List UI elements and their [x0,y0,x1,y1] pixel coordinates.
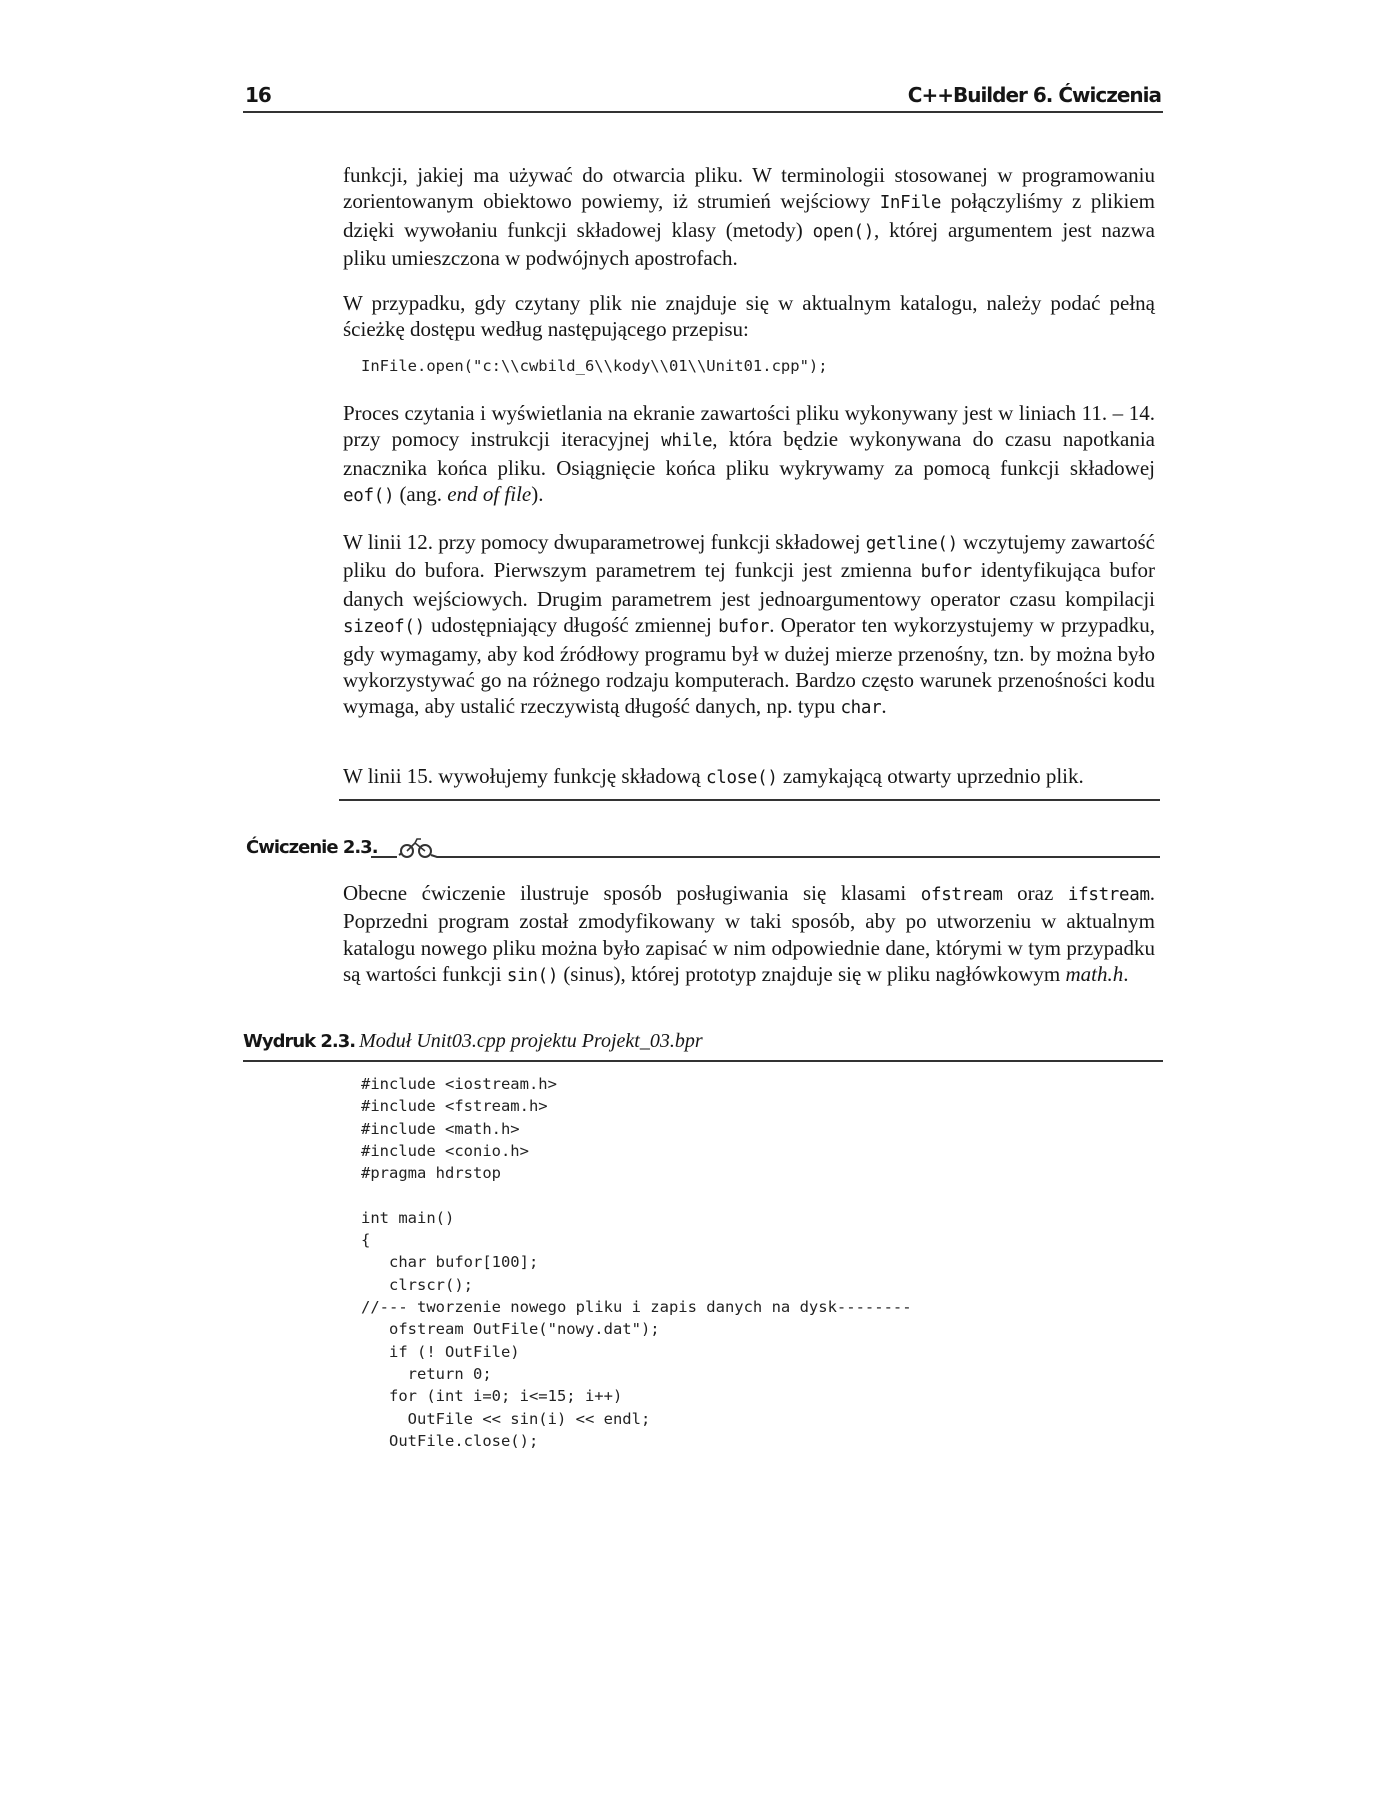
code-line: #include <math.h> [361,1119,520,1138]
code-line: #include <iostream.h> [361,1075,557,1093]
section-rule [339,799,1160,801]
running-title: C++Builder 6. Ćwiczenia [907,83,1161,107]
code-example: InFile.open("c:\\cwbild_6\\kody\\01\\Unit01.cpp"); [361,357,828,375]
paragraph-5: W linii 15. wywołujemy funkcję składową close() zamykającą otwarty uprzednio plik. [343,764,1084,788]
code-line: ofstream OutFile("nowy.dat"); [361,1320,660,1339]
code-line: { [361,1231,371,1250]
exercise-heading [246,833,1160,867]
code-line: if (! OutFile) [361,1342,520,1361]
paragraph-6: Obecne ćwiczenie ilustruje sposób posługiwania się klasami ofstream oraz ifstream. Poprzedni program został zmodyfikowany w taki sposób, aby po utworzeniu w aktualnym katalogu nowego pliku można było zapisać w nim odpowiednie dane, którymi w tym przypadku są wartości funkcji sin() (sinus), której prototyp znajduje się w pliku nagłówkowym math.h. [343,881,1155,987]
code-line: int main() [361,1208,455,1227]
paragraph-2: W przypadku, gdy czytany plik nie znajduje się w aktualnym katalogu, należy podać pełną ścieżkę dostępu według następującego przepisu: [343,291,1155,342]
page-number: 16 [245,83,271,107]
code-line: for (int i=0; i<=15; i++) [361,1387,623,1406]
code-line: //--- tworzenie nowego pliku i zapis danych na dysk-------- [361,1298,912,1316]
paragraph-1: funkcji, jakiej ma używać do otwarcia pliku. W terminologii stosowanej w programowaniu zorientowanym obiektowo powiemy, iż strumień wejściowy InFile połączyliśmy z plikiem dzięki wywołaniu funkcji składowej klasy (metody) open(), której argumentem jest nazwa pliku umieszczona w podwójnych apostrofach. [343,163,1156,271]
code-line: #pragma hdrstop [361,1164,501,1183]
listing-caption: Moduł Unit03.cpp projektu Projekt_03.bpr [359,1030,703,1052]
exercise-rule [471,856,1160,858]
paragraph-4: W linii 12. przy pomocy dwuparametrowej funkcji składowej getline() wczytujemy zawartość pliku do bufora. Pierwszym parametrem tej funkcji jest zmienna bufor identyfikująca bufor danych wejściowych. Drugim parametrem jest jednoargumentowy operator czasu kompilacji sizeof() udostępniający długość zmiennej bufor. Operator ten wykorzystujemy w przypadku, gdy wymagamy, aby kod źródłowy programu był w dużej mierze przenośny, tzn. by można było wykorzystywać go na różnego rodzaju komputerach. Bardzo często warunek przenośności kodu wymaga, aby ustalić rzeczywistą długość danych, np. typu char. [343,530,1155,719]
code-line: #include <fstream.h> [361,1097,548,1116]
paragraph-3: Proces czytania i wyświetlania na ekranie zawartości pliku wykonywany jest w liniach 11. – 14. przy pomocy instrukcji iteracyjnej while, która będzie wykonywana do czasu napotkania znacznika końca pliku. Osiągnięcie końca pliku wykrywamy za pomocą funkcji składowej eof() (ang. end of file). [343,401,1155,507]
code-line: #include <conio.h> [361,1141,529,1160]
listing-heading [243,1030,1163,1062]
code-line: OutFile << sin(i) << endl; [361,1409,651,1428]
code-line: return 0; [361,1364,492,1383]
listing-label: Wydruk 2.3. [243,1031,356,1052]
code-line: clrscr(); [361,1275,473,1294]
exercise-label: Ćwiczenie 2.3. [246,837,378,858]
page-header [243,81,1163,113]
code-line: char bufor[100]; [361,1253,539,1272]
bicycle-icon [371,833,471,867]
code-line: OutFile.close(); [361,1431,539,1450]
